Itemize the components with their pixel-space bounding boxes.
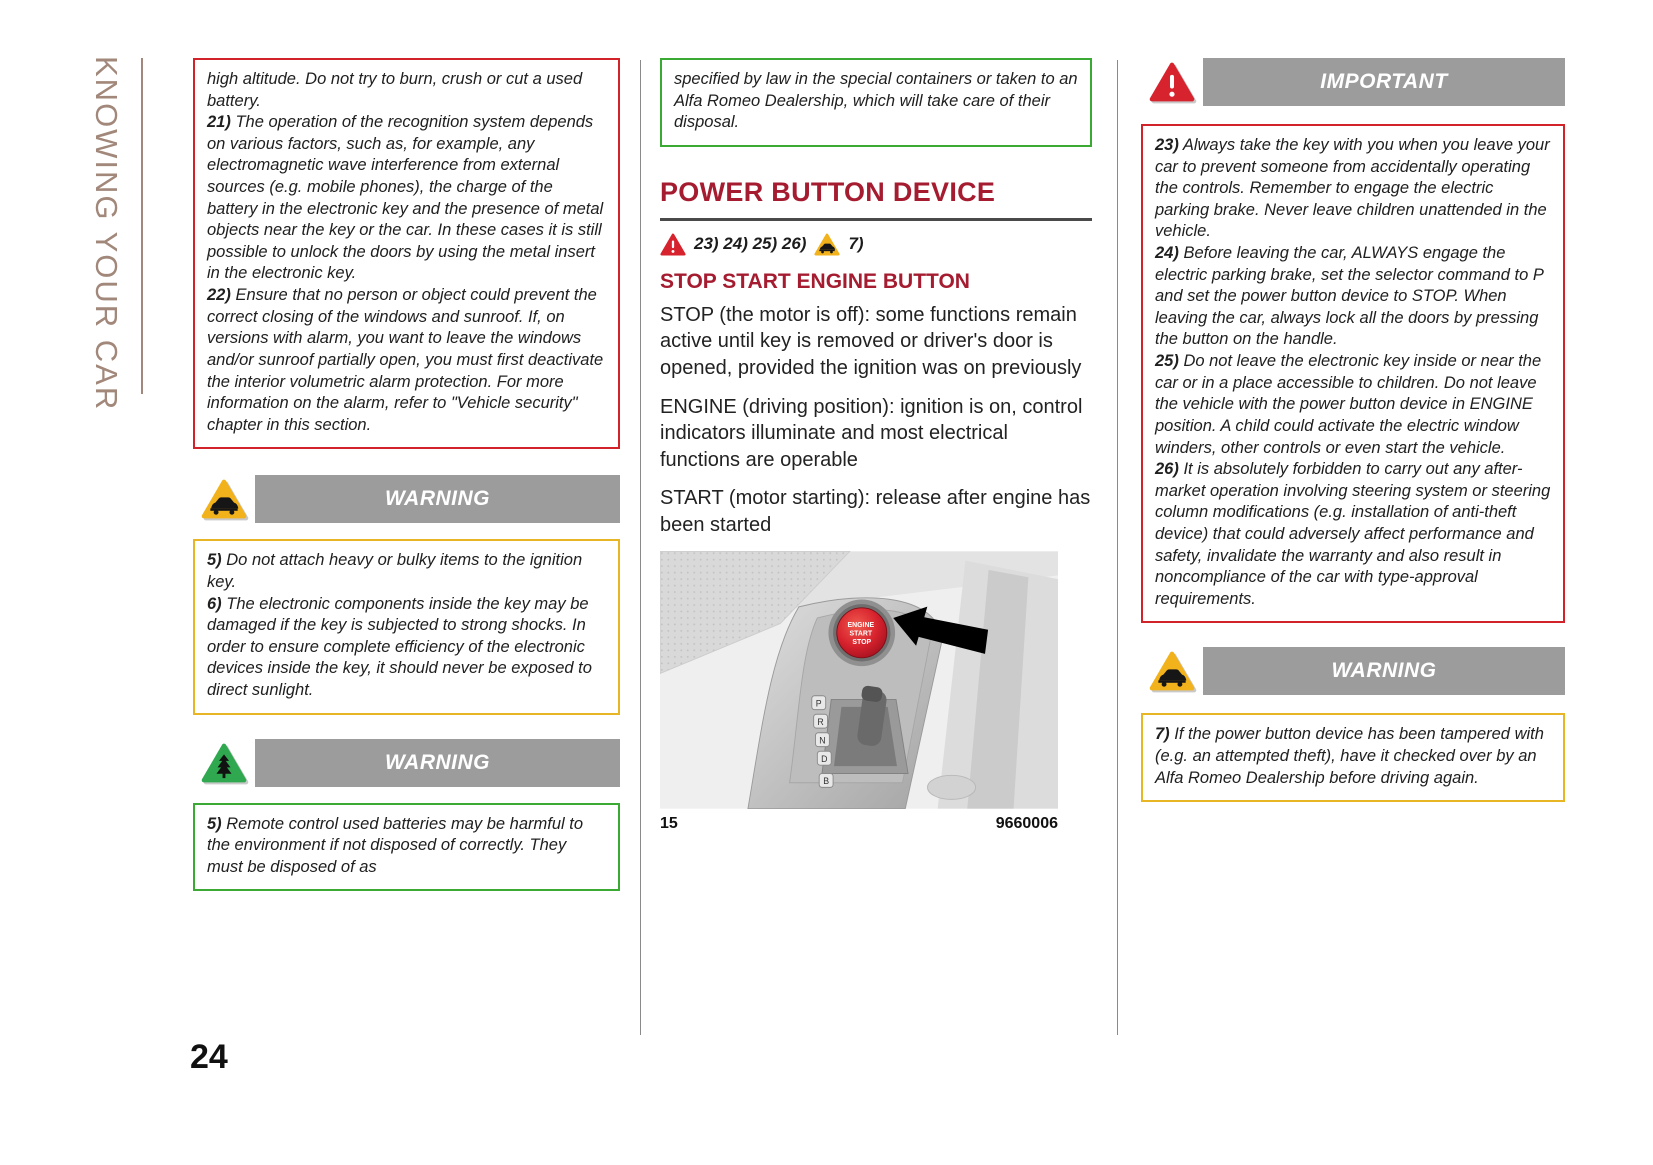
figure-start-button	[660, 551, 1058, 833]
paragraph-stop: STOP (the motor is off): some functions remain active until key is removed or driver's door is opened, provided the ignition was on previously	[660, 303, 1082, 380]
column-center	[660, 58, 1092, 833]
note-item-22: 22) Ensure that no person or object could prevent the correct closing of the windows and sunroof. If, on versions with alarm, you want to leave the windows and/or sunroof partially open, you must first deactivate the interior volumetric alarm protection. For more information on the alarm, refer to "Vehicle security" chapter in this section.	[207, 286, 604, 434]
column-left	[193, 58, 620, 891]
gear-indicator-p	[812, 695, 826, 709]
gear-indicator-d	[817, 751, 831, 765]
tree-warning-icon	[193, 739, 255, 787]
note-number: 5)	[207, 551, 222, 570]
warning-item-5-env: 5) Remote control used batteries may be harmful to the environment if not disposed of correctly. They must be disposed of as	[207, 814, 584, 876]
svg-text:N: N	[819, 734, 826, 745]
note-number: 25)	[1155, 352, 1179, 371]
note-number: 23)	[1155, 136, 1179, 154]
figure-code: 9660006	[995, 814, 1058, 832]
figure-labels	[660, 815, 1058, 833]
body-text	[660, 302, 1092, 539]
page-number: 24	[190, 1038, 228, 1076]
car-warning-icon	[193, 475, 255, 523]
note-item-21: 21) The operation of the recognition system depends on various factors, such as, for example, any electromagnetic wave interference from external sources (e.g. mobile phones), the charge of the battery in the electronic key and the presence of metal objects near the key or the car. In these cases it is still possible to unlock the doors by using the metal insert in the electronic key.	[207, 113, 604, 283]
note-number: 5)	[207, 814, 222, 833]
important-box	[1141, 124, 1565, 623]
svg-text:D: D	[821, 753, 828, 764]
note-continuation: high altitude. Do not try to burn, crush or cut a used battery.	[207, 70, 583, 110]
svg-text:P: P	[815, 697, 822, 708]
column-right	[1141, 58, 1565, 802]
warning-item-6: 6) The electronic components inside the key may be damaged if the key is subjected to strong shocks. In order to ensure complete efficiency of the electronic devices inside the key, it should never be exposed to direct sunlight.	[207, 594, 592, 700]
console-illustration	[660, 551, 1058, 809]
important-bar	[1141, 58, 1565, 106]
chapter-label: KNOWING YOUR CAR	[89, 56, 124, 412]
reference-icons-row	[660, 233, 1092, 256]
svg-text:R: R	[817, 716, 824, 727]
column-divider	[640, 60, 641, 1035]
note-number: 22)	[207, 286, 231, 305]
environment-note-continuation-box: specified by law in the special containers or taken to an Alfa Romeo Dealership, which will take care of their disposal.	[660, 58, 1092, 147]
warning-reference: 7)	[848, 234, 864, 254]
paragraph-start: START (motor starting): release after engine has been started	[660, 487, 1091, 536]
note-number: 6)	[207, 594, 222, 613]
warning-bar-title: WARNING	[255, 739, 620, 787]
note-number: 7)	[1155, 725, 1170, 744]
warning-item-7: 7) If the power button device has been tampered with (e.g. an attempted theft), have it checked over by an Alfa Romeo Dealership before driving again.	[1155, 725, 1544, 787]
warning-box-key	[193, 539, 620, 714]
car-warning-icon	[1141, 647, 1203, 695]
gear-indicator-n	[815, 732, 829, 746]
notes-box	[193, 58, 620, 449]
note-number: 21)	[207, 113, 231, 132]
warning-item-5: 5) Do not attach heavy or bulky items to the ignition key.	[207, 551, 583, 591]
important-bar-title: IMPORTANT	[1203, 58, 1565, 106]
subsection-title: STOP START ENGINE BUTTON	[660, 269, 970, 293]
column-divider	[1117, 60, 1118, 1035]
warning-bar-title: WARNING	[1203, 647, 1565, 695]
warning-bar-tamper	[1141, 647, 1565, 695]
car-warning-icon-small	[814, 233, 840, 256]
warning-bar-title: WARNING	[255, 475, 620, 523]
warning-bar-key	[193, 475, 620, 523]
warning-bar-environment	[193, 739, 620, 787]
start-button-label: ENGINE START STOP	[847, 621, 875, 646]
important-references: 23) 24) 25) 26)	[694, 234, 807, 254]
important-icon	[1141, 58, 1203, 106]
warning-box-environment	[193, 803, 620, 892]
important-item-23: 23) Always take the key with you when you leave your car to prevent someone from accidentally operating the controls. Remember to engage the electric parking brake. Never leave children unattended in the vehicle.	[1155, 136, 1550, 241]
note-number: 26)	[1155, 460, 1179, 479]
important-item-26: 26) It is absolutely forbidden to carry out any after-market operation involving steering system or steering column modifications (e.g. installation of anti-theft device) that could adversely affect performance and safety, invalidate the warranty and also result in noncompliance of the car with type-approval requirements.	[1155, 460, 1551, 608]
gear-indicator-r	[814, 714, 828, 728]
section-title: POWER BUTTON DEVICE	[660, 177, 1092, 221]
warning-box-tamper	[1141, 713, 1565, 802]
important-icon-small	[660, 233, 686, 256]
svg-text:B: B	[823, 775, 830, 786]
important-item-24: 24) Before leaving the car, ALWAYS engage the electric parking brake, set the selector command to P and set the power button device to STOP. When leaving the car, always lock all the doors by pressing the button on the handle.	[1155, 244, 1544, 349]
note-number: 24)	[1155, 244, 1179, 263]
figure-number: 15	[660, 814, 678, 832]
important-item-25: 25) Do not leave the electronic key inside or near the car or in a place accessible to children. Do not leave the vehicle with the power button device in ENGINE position. A child could activate the electric window winders, other controls or even start the vehicle.	[1155, 352, 1542, 457]
chapter-rule	[141, 58, 143, 394]
gear-indicator-b	[819, 773, 833, 787]
paragraph-engine: ENGINE (driving position): ignition is on, control indicators illuminate and most electrical functions are operable	[660, 395, 1083, 471]
